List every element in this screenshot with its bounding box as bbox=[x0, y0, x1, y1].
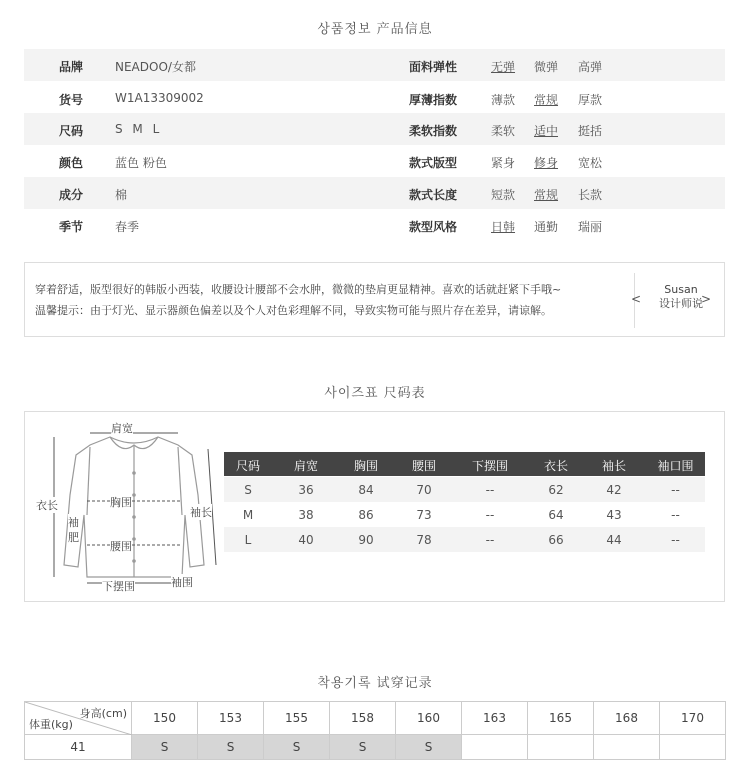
info-option: 紧身 bbox=[491, 156, 516, 170]
designer-comment-line: 穿着舒适，版型很好的韩版小西装，收腰设计腰部不会水肿，微微的垫肩更显精神。喜欢的话就赶紧下手哦~ bbox=[35, 283, 562, 296]
info-row bbox=[24, 82, 725, 114]
info-label: 面料弹性 bbox=[409, 60, 458, 74]
info-option: 通勤 bbox=[534, 220, 559, 234]
info-label: 颜色 bbox=[59, 156, 84, 170]
table-cell: 38 bbox=[298, 508, 314, 522]
table-row bbox=[224, 502, 705, 527]
header-cell: 肩宽 bbox=[293, 459, 318, 473]
table-cell: 84 bbox=[358, 483, 374, 497]
header-cell: 胸围 bbox=[353, 459, 378, 473]
height-cell: 158 bbox=[330, 702, 396, 735]
size-cell bbox=[462, 735, 528, 760]
info-option-selected: 修身 bbox=[534, 156, 559, 170]
info-label: 品牌 bbox=[59, 60, 84, 74]
info-label: 季节 bbox=[59, 220, 84, 234]
info-value: 春季 bbox=[115, 220, 140, 234]
info-option-selected: 适中 bbox=[534, 124, 559, 138]
diagram-label: 腰围 bbox=[110, 540, 132, 553]
diagram-label: 衣长 bbox=[36, 499, 58, 512]
height-label: 身高(cm) bbox=[79, 707, 127, 720]
height-cell: 168 bbox=[594, 702, 660, 735]
try-on-table bbox=[24, 701, 726, 760]
info-value: 蓝色 粉色 bbox=[115, 156, 167, 170]
diagram-label: 袖围 bbox=[171, 576, 193, 589]
designer-name: Susan bbox=[664, 283, 698, 296]
table-cell: -- bbox=[485, 508, 495, 522]
table-cell: 43 bbox=[606, 508, 622, 522]
table-cell: 73 bbox=[416, 508, 432, 522]
info-option: 厚款 bbox=[578, 93, 603, 107]
diagram-label: 下摆围 bbox=[102, 580, 135, 593]
try-on-title: 착용기록 试穿记录 bbox=[317, 676, 433, 691]
table-cell: 62 bbox=[548, 483, 564, 497]
header-cell: 尺码 bbox=[235, 459, 260, 473]
height-cell: 165 bbox=[528, 702, 594, 735]
diagram-label: 肩宽 bbox=[111, 422, 133, 435]
info-option-selected: 无弹 bbox=[491, 60, 516, 74]
table-cell: -- bbox=[671, 508, 680, 522]
height-cell: 163 bbox=[462, 702, 528, 735]
diagram-label: 袖长 bbox=[190, 506, 212, 519]
header-cell: 袖口围 bbox=[657, 459, 694, 473]
table-cell: 66 bbox=[548, 533, 564, 547]
diagram-label: 袖 bbox=[68, 516, 79, 529]
height-cell: 150 bbox=[132, 702, 198, 735]
info-row bbox=[24, 49, 725, 81]
info-label: 款式长度 bbox=[409, 188, 458, 202]
table-cell: 86 bbox=[358, 508, 374, 522]
info-label: 款式版型 bbox=[409, 156, 458, 170]
diagram-label: 胸围 bbox=[110, 496, 132, 509]
info-option-selected: 常规 bbox=[534, 93, 559, 107]
info-value: NEADOO/女都 bbox=[115, 60, 196, 74]
designer-comment bbox=[35, 279, 620, 321]
chevron-left-icon[interactable]: < bbox=[631, 292, 642, 306]
info-option: 高弹 bbox=[578, 60, 603, 74]
size-chart-title: 사이즈표 尺码表 bbox=[324, 386, 426, 401]
size-cell bbox=[594, 735, 660, 760]
size-cell bbox=[660, 735, 726, 760]
height-cell: 153 bbox=[198, 702, 264, 735]
info-option-selected: 日韩 bbox=[491, 220, 516, 234]
info-label: 柔软指数 bbox=[409, 124, 458, 138]
table-cell: 70 bbox=[416, 483, 432, 497]
table-cell: S bbox=[244, 483, 252, 497]
product-info-table bbox=[24, 47, 725, 241]
header-cell: 衣长 bbox=[543, 459, 568, 473]
info-option: 宽松 bbox=[578, 156, 603, 170]
info-value: S M L bbox=[115, 122, 163, 136]
info-option: 挺括 bbox=[578, 124, 603, 138]
info-option: 长款 bbox=[578, 188, 603, 202]
table-cell: 40 bbox=[298, 533, 314, 547]
table-cell: 42 bbox=[606, 483, 622, 497]
table-cell: 36 bbox=[298, 483, 314, 497]
header-cell: 袖长 bbox=[601, 459, 626, 473]
height-cell: 155 bbox=[264, 702, 330, 735]
info-option: 微弹 bbox=[534, 60, 559, 74]
chevron-right-icon[interactable]: > bbox=[701, 292, 712, 306]
header-cell: 腰围 bbox=[411, 459, 436, 473]
table-cell: 64 bbox=[548, 508, 564, 522]
size-cell: S bbox=[198, 735, 264, 760]
designer-comment-box bbox=[24, 262, 725, 337]
info-row bbox=[24, 209, 725, 241]
size-table-header bbox=[224, 452, 705, 476]
info-label: 货号 bbox=[59, 93, 84, 107]
header-cell: 下摆围 bbox=[471, 459, 508, 473]
info-row bbox=[24, 145, 725, 177]
info-option: 薄款 bbox=[491, 93, 516, 107]
corner-header-cell bbox=[25, 702, 132, 735]
table-cell: -- bbox=[485, 533, 495, 547]
weight-cell: 41 bbox=[25, 735, 132, 760]
size-cell: S bbox=[396, 735, 462, 760]
table-cell: L bbox=[244, 533, 252, 547]
table-cell: -- bbox=[485, 483, 495, 497]
table-row bbox=[224, 527, 705, 552]
info-option: 瑞丽 bbox=[578, 220, 603, 234]
table-cell: -- bbox=[671, 533, 680, 547]
info-row bbox=[24, 177, 725, 209]
designer-role: 设计师说 bbox=[659, 297, 703, 310]
size-cell: S bbox=[330, 735, 396, 760]
product-info-title: 상품정보 产品信息 bbox=[317, 22, 433, 37]
info-option-selected: 常规 bbox=[534, 188, 559, 202]
info-value: 棉 bbox=[115, 188, 128, 202]
info-option: 短款 bbox=[491, 188, 516, 202]
table-cell: 78 bbox=[416, 533, 432, 547]
designer-notice-line: 温馨提示：由于灯光、显示器颜色偏差以及个人对色彩理解不同，导致实物可能与照片存在差异，请谅解。 bbox=[35, 304, 552, 317]
size-cell bbox=[528, 735, 594, 760]
size-cell: S bbox=[264, 735, 330, 760]
size-cell: S bbox=[132, 735, 198, 760]
weight-label: 体重(kg) bbox=[29, 718, 73, 731]
table-row bbox=[224, 477, 705, 502]
info-label: 成分 bbox=[59, 188, 84, 202]
info-label: 厚薄指数 bbox=[409, 93, 458, 107]
info-value: W1A13309002 bbox=[115, 91, 204, 105]
info-option: 柔软 bbox=[491, 124, 516, 138]
info-row bbox=[24, 113, 725, 145]
table-cell: 44 bbox=[606, 533, 622, 547]
table-cell: M bbox=[242, 508, 254, 522]
table-cell: 90 bbox=[358, 533, 374, 547]
height-cell: 170 bbox=[660, 702, 726, 735]
diagram-label: 肥 bbox=[68, 531, 79, 544]
info-label: 尺码 bbox=[59, 124, 84, 138]
height-cell: 160 bbox=[396, 702, 462, 735]
info-label: 款型风格 bbox=[409, 220, 458, 234]
table-cell: -- bbox=[671, 483, 680, 497]
designer-name-block bbox=[636, 283, 726, 311]
